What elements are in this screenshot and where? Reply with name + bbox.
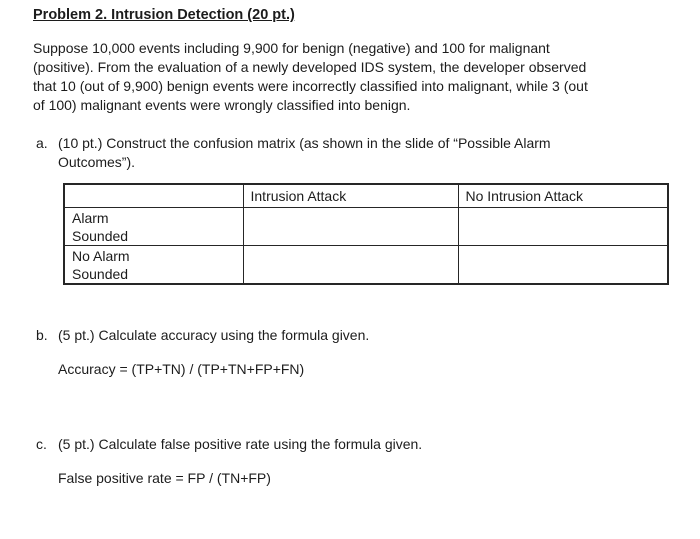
intro-line-1: Suppose 10,000 events including 9,900 for benign (negative) and 100 for malignant (33, 40, 550, 56)
item-c-text: (5 pt.) Calculate false positive rate using the formula given. (58, 436, 423, 452)
row-label-alarm-sounded (64, 208, 243, 246)
accuracy-formula: Accuracy = (TP+TN) / (TP+TN+FP+FN) (58, 361, 305, 377)
page-title: Problem 2. Intrusion Detection (20 pt.) (33, 7, 295, 23)
item-a-text-line-1: (10 pt.) Construct the confusion matrix (as shown in the slide of “Possible Alarm (58, 135, 551, 151)
row-label-no-alarm-sounded (64, 246, 243, 285)
item-b-letter: b. (36, 327, 48, 343)
row-label-line-2: Sounded (72, 228, 129, 244)
intro-line-4: of 100) malignant events were wrongly classified into benign. (33, 97, 411, 113)
corner-header-cell (64, 184, 243, 208)
item-a-text (58, 134, 670, 172)
problem-item-a (36, 134, 670, 172)
cell-alarm-no-intrusion (458, 208, 668, 246)
item-c-letter: c. (36, 436, 47, 452)
cell-no-alarm-intrusion (243, 246, 458, 285)
confusion-matrix-table (63, 183, 669, 285)
table-row-no-alarm-sounded (64, 246, 668, 285)
table-header-row (64, 184, 668, 208)
table-row-alarm-sounded (64, 208, 668, 246)
header-no-intrusion-attack: No Intrusion Attack (458, 184, 668, 208)
row-label-line-1: Alarm (72, 210, 109, 226)
item-b-text: (5 pt.) Calculate accuracy using the formula given. (58, 327, 370, 343)
row-label-line-2: Sounded (72, 266, 129, 282)
false-positive-rate-formula: False positive rate = FP / (TN+FP) (58, 470, 271, 486)
item-a-text-line-2: Outcomes”). (58, 154, 136, 170)
cell-no-alarm-no-intrusion (458, 246, 668, 285)
cell-alarm-intrusion (243, 208, 458, 246)
problem-item-b (36, 326, 670, 345)
header-intrusion-attack: Intrusion Attack (243, 184, 458, 208)
intro-line-2: (positive). From the evaluation of a newly developed IDS system, the developer observed (33, 59, 587, 75)
intro-paragraph (33, 39, 670, 115)
problem-item-c (36, 435, 670, 454)
row-label-line-1: No Alarm (72, 248, 130, 264)
confusion-matrix-wrapper (63, 183, 670, 285)
intro-line-3: that 10 (out of 9,900) benign events were incorrectly classified into malignant, while 3 (out (33, 78, 588, 94)
item-a-letter: a. (36, 135, 48, 151)
